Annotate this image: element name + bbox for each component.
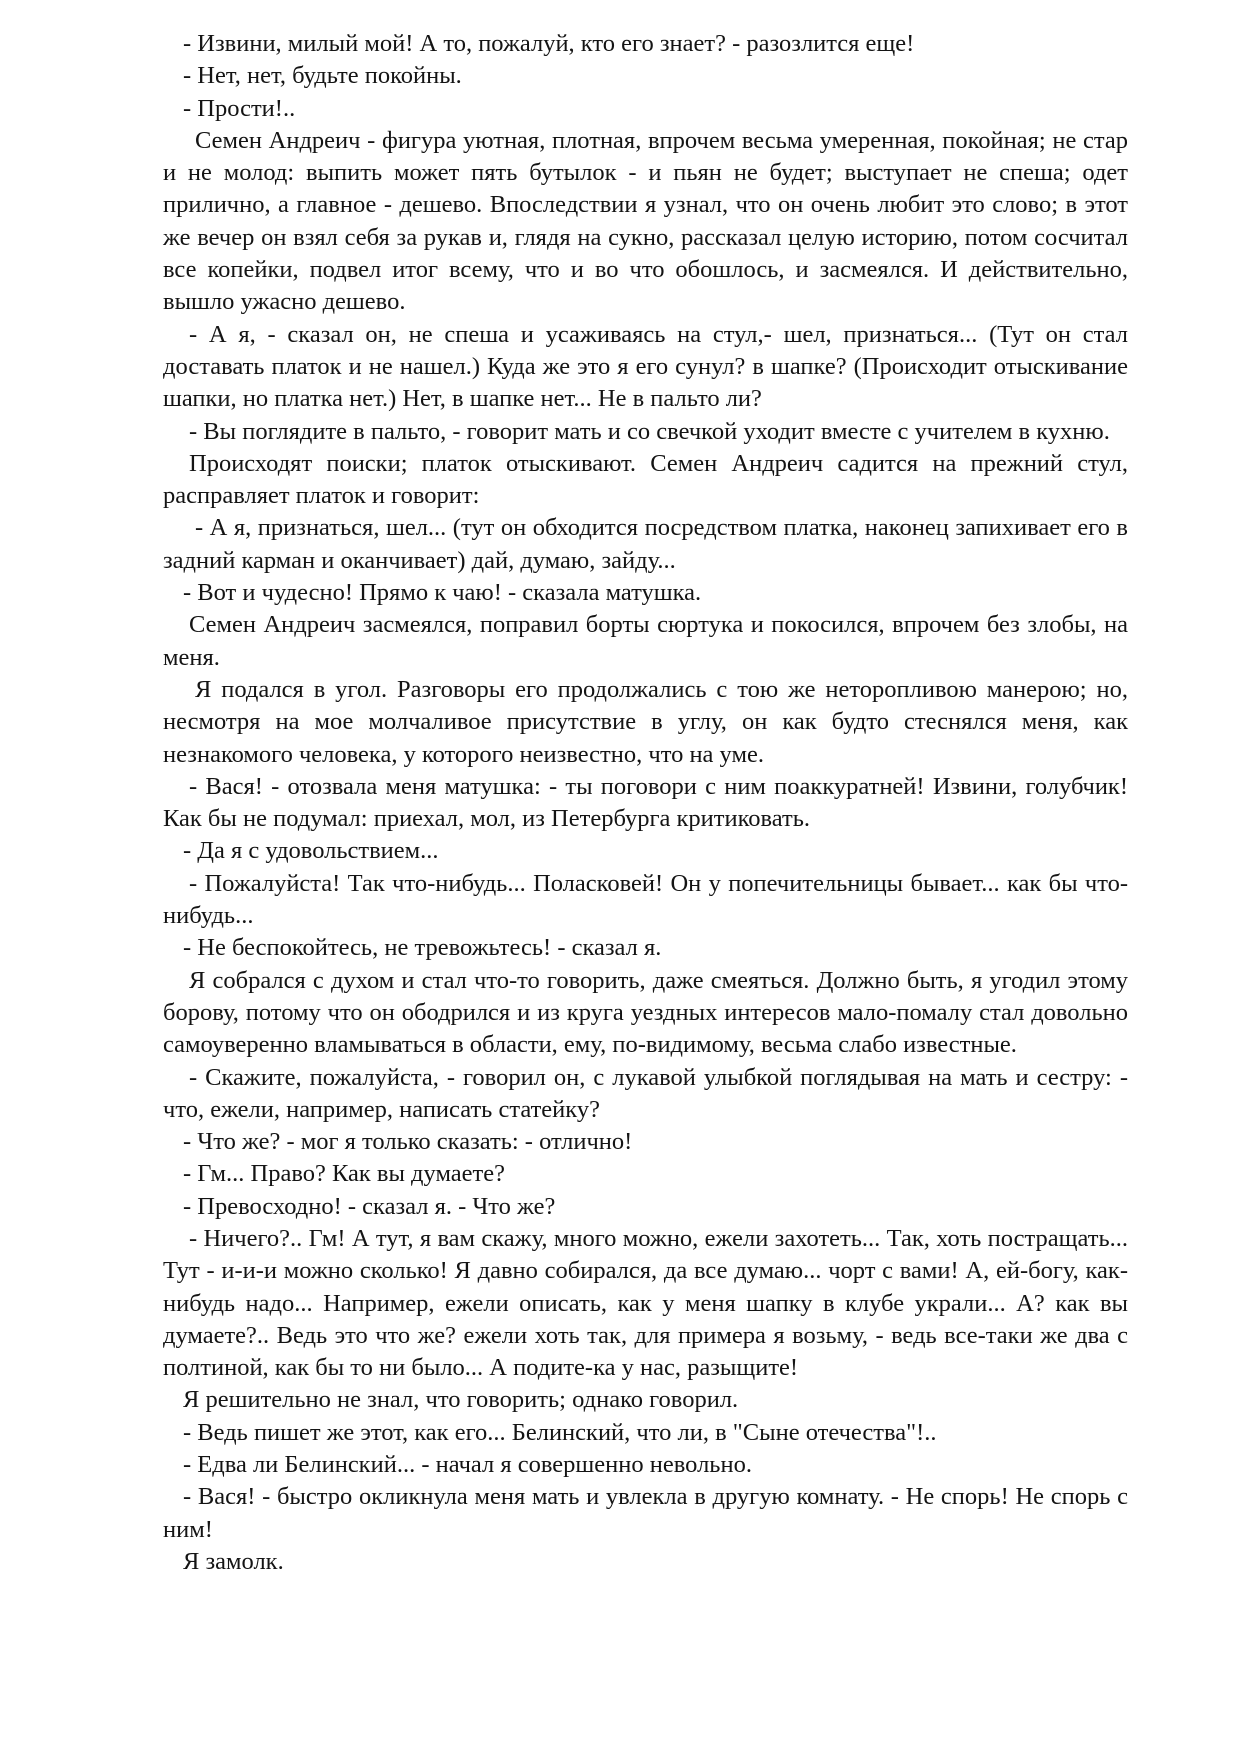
paragraph: - А я, признаться, шел... (тут он обходится посредством платка, наконец запихивает его в задний карман и оканчивает) дай, думаю, зайду... (163, 514, 1128, 574)
paragraph: - Вы поглядите в пальто, - говорит мать и со свечкой уходит вместе с учителем в кухню. (189, 417, 1110, 445)
paragraph: - Ничего?.. Гм! А тут, я вам скажу, много можно, ежели захотеть... Так, хоть постращать... Тут - и-и-и можно сколько! Я давно собирался, да все думаю... чорт с вами! А, ей-богу, как-нибудь надо... Например, ежели описать, как у меня шапку в клубе украли... А? как вы думаете?.. Ведь это что же? ежели хоть так, для примера я возьму, - ведь все-таки же два с полтиной, как бы то ни было... А подите-ка у нас, разыщите! (163, 1224, 1128, 1382)
paragraph: - Не беспокойтесь, не тревожьтесь! - сказал я. (183, 934, 662, 962)
paragraph: Семен Андреич - фигура уютная, плотная, впрочем весьма умеренная, покойная; не стар и не молод: выпить может пять бутылок - и пьян не будет; выступает не спеша; одет прилично, а главное - дешево. Впоследствии я узнал, что он очень любит это слово; в этот же вечер он взял себя за рукав и, глядя на сукно, рассказал целую историю, потом сосчитал все копейки, подвел итог всему, что и во что обошлось, и засмеялся. И действительно, вышло ужасно дешево. (163, 126, 1128, 316)
paragraph: - Вася! - быстро окликнула меня мать и увлекла в другую комнату. - Не спорь! Не спорь с ним! (163, 1483, 1128, 1543)
paragraph: - Гм... Право? Как вы думаете? (183, 1160, 505, 1188)
paragraph: - Скажите, пожалуйста, - говорил он, с лукавой улыбкой поглядывая на мать и сестру: - что, ежели, например, написать статейку? (163, 1063, 1128, 1123)
paragraph: Я решительно не знал, что говорить; однако говорил. (183, 1386, 739, 1414)
paragraph: - Нет, нет, будьте покойны. (183, 62, 462, 90)
paragraph: Семен Андреич засмеялся, поправил борты сюртука и покосился, впрочем без злобы, на меня. (163, 611, 1128, 671)
paragraph: - Извини, милый мой! А то, пожалуй, кто его знает? - разозлится еще! (183, 30, 915, 57)
paragraph: Происходят поиски; платок отыскивают. Семен Андреич садится на прежний стул, расправляет платок и говорит: (163, 449, 1128, 510)
paragraph: - Пожалуйста! Так что-нибудь... Поласковей! Он у попечительницы бывает... как бы что-нибудь... (163, 869, 1128, 930)
paragraph: - Превосходно! - сказал я. - Что же? (183, 1192, 556, 1220)
paragraph: Я подался в угол. Разговоры его продолжались с тою же неторопливою манерою; но, несмотря на мое молчаливое присутствие в углу, он как будто стеснялся меня, как незнакомого человека, у которого неизвестно, что на уме. (163, 675, 1128, 768)
paragraph: - Что же? - мог я только сказать: - отлично! (183, 1128, 633, 1156)
paragraph: - Вот и чудесно! Прямо к чаю! - сказала матушка. (183, 579, 702, 607)
document-page (163, 28, 1128, 1578)
paragraph: - Да я с удовольствием... (183, 837, 439, 865)
paragraph: - Едва ли Белинский... - начал я совершенно невольно. (183, 1451, 752, 1479)
paragraph: - Прости!.. (183, 94, 296, 122)
paragraph: Я замолк. (183, 1547, 284, 1575)
paragraph: - Вася! - отозвала меня матушка: - ты поговори с ним поаккуратней! Извини, голубчик! Как бы не подумал: приехал, мол, из Петербурга критиковать. (163, 772, 1128, 833)
paragraph: - Ведь пишет же этот, как его... Белинский, что ли, в "Сыне отечества"!.. (183, 1418, 937, 1446)
paragraph: - А я, - сказал он, не спеша и усаживаясь на стул,- шел, признаться... (Тут он стал доставать платок и не нашел.) Куда же это я его сунул? в шапке? (Происходит отыскивание шапки, но платка нет.) Нет, в шапке нет... Не в пальто ли? (163, 320, 1128, 413)
paragraph: Я собрался с духом и стал что-то говорить, даже смеяться. Должно быть, я угодил этому борову, потому что он ободрился и из круга уездных интересов мало-помалу стал довольно самоуверенно вламываться в области, ему, по-видимому, весьма слабо известные. (163, 966, 1128, 1059)
